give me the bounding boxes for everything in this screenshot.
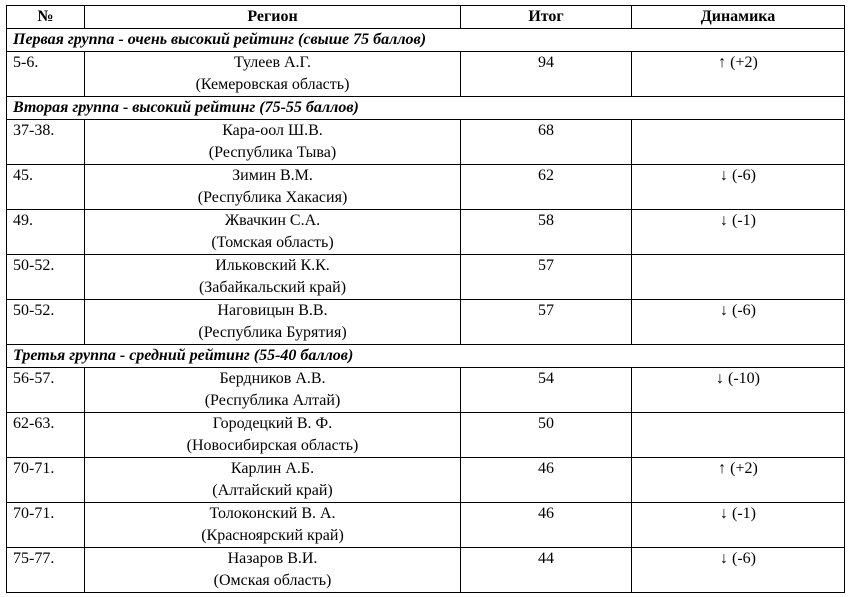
region-cell xyxy=(85,165,461,210)
region-cell xyxy=(85,120,461,165)
header-total: Итог xyxy=(461,6,632,29)
region-cell xyxy=(85,255,461,300)
region-name: (Алтайский край) xyxy=(212,482,333,499)
region-cell xyxy=(85,300,461,345)
dynamics-cell: ↓ (-6) xyxy=(632,300,845,345)
region-name: (Томская область) xyxy=(211,234,334,251)
region-name: (Новосибирская область) xyxy=(186,437,359,454)
group-row xyxy=(7,345,845,368)
rank-cell: 62-63. xyxy=(7,413,85,458)
dynamics-cell: ↑ (+2) xyxy=(632,52,845,97)
dynamics-cell: ↓ (-10) xyxy=(632,368,845,413)
table-row xyxy=(7,368,845,413)
region-cell xyxy=(85,503,461,548)
header-row xyxy=(7,6,845,29)
total-cell: 94 xyxy=(461,52,632,97)
rank-cell: 45. xyxy=(7,165,85,210)
rank-cell: 50-52. xyxy=(7,300,85,345)
region-cell xyxy=(85,413,461,458)
region-name: (Забайкальский край) xyxy=(198,279,347,296)
rank-cell: 49. xyxy=(7,210,85,255)
dynamics-cell xyxy=(632,120,845,165)
governor-name: Жвачкин С.А. xyxy=(224,212,321,229)
table-row xyxy=(7,120,845,165)
region-cell xyxy=(85,458,461,503)
rating-table xyxy=(6,5,845,593)
rank-cell: 70-71. xyxy=(7,458,85,503)
table-row xyxy=(7,503,845,548)
table-row xyxy=(7,413,845,458)
total-cell: 62 xyxy=(461,165,632,210)
governor-name: Толоконский В. А. xyxy=(209,505,336,522)
governor-name: Бердников А.В. xyxy=(219,370,326,387)
total-cell: 68 xyxy=(461,120,632,165)
rank-cell: 56-57. xyxy=(7,368,85,413)
table-row xyxy=(7,165,845,210)
governor-name: Назаров В.И. xyxy=(227,550,318,567)
region-name: (Республика Бурятия) xyxy=(198,324,347,341)
governor-name: Тулеев А.Г. xyxy=(233,54,311,71)
total-cell: 46 xyxy=(461,458,632,503)
governor-name: Ильковский К.К. xyxy=(215,257,330,274)
dynamics-cell: ↑ (+2) xyxy=(632,458,845,503)
rank-cell: 70-71. xyxy=(7,503,85,548)
rank-cell: 50-52. xyxy=(7,255,85,300)
rank-cell: 5-6. xyxy=(7,52,85,97)
governor-name: Карлин А.Б. xyxy=(230,460,315,477)
dynamics-cell: ↓ (-1) xyxy=(632,210,845,255)
table-row xyxy=(7,300,845,345)
region-name: (Красноярский край) xyxy=(201,527,344,544)
region-cell xyxy=(85,52,461,97)
region-name: (Омская область) xyxy=(213,572,332,589)
group-row xyxy=(7,97,845,120)
total-cell: 46 xyxy=(461,503,632,548)
dynamics-cell: ↓ (-6) xyxy=(632,165,845,210)
region-name: (Республика Хакасия) xyxy=(197,189,348,206)
group-title: Вторая группа - высокий рейтинг (75-55 баллов) xyxy=(7,97,845,120)
region-name: (Республика Тыва) xyxy=(208,144,337,161)
header-region: Регион xyxy=(85,6,461,29)
region-name: (Кемеровская область) xyxy=(195,76,350,93)
dynamics-cell xyxy=(632,413,845,458)
governor-name: Городецкий В. Ф. xyxy=(212,415,333,432)
group-row xyxy=(7,29,845,52)
total-cell: 54 xyxy=(461,368,632,413)
region-cell xyxy=(85,548,461,593)
header-num: № xyxy=(7,6,85,29)
region-cell xyxy=(85,210,461,255)
dynamics-cell: ↓ (-6) xyxy=(632,548,845,593)
total-cell: 50 xyxy=(461,413,632,458)
rank-cell: 75-77. xyxy=(7,548,85,593)
dynamics-cell: ↓ (-1) xyxy=(632,503,845,548)
governor-name: Наговицын В.В. xyxy=(217,302,328,319)
region-cell xyxy=(85,368,461,413)
table-row xyxy=(7,210,845,255)
governor-name: Зимин В.М. xyxy=(232,167,313,184)
governor-name: Кара-оол Ш.В. xyxy=(222,122,323,139)
group-title: Третья группа - средний рейтинг (55-40 баллов) xyxy=(7,345,845,368)
total-cell: 57 xyxy=(461,300,632,345)
total-cell: 57 xyxy=(461,255,632,300)
group-title: Первая группа - очень высокий рейтинг (свыше 75 баллов) xyxy=(7,29,845,52)
table-row xyxy=(7,458,845,503)
rank-cell: 37-38. xyxy=(7,120,85,165)
total-cell: 58 xyxy=(461,210,632,255)
header-dynamics: Динамика xyxy=(632,6,845,29)
region-name: (Республика Алтай) xyxy=(204,392,341,409)
dynamics-cell xyxy=(632,255,845,300)
total-cell: 44 xyxy=(461,548,632,593)
table-row xyxy=(7,255,845,300)
table-row xyxy=(7,548,845,593)
table-row xyxy=(7,52,845,97)
